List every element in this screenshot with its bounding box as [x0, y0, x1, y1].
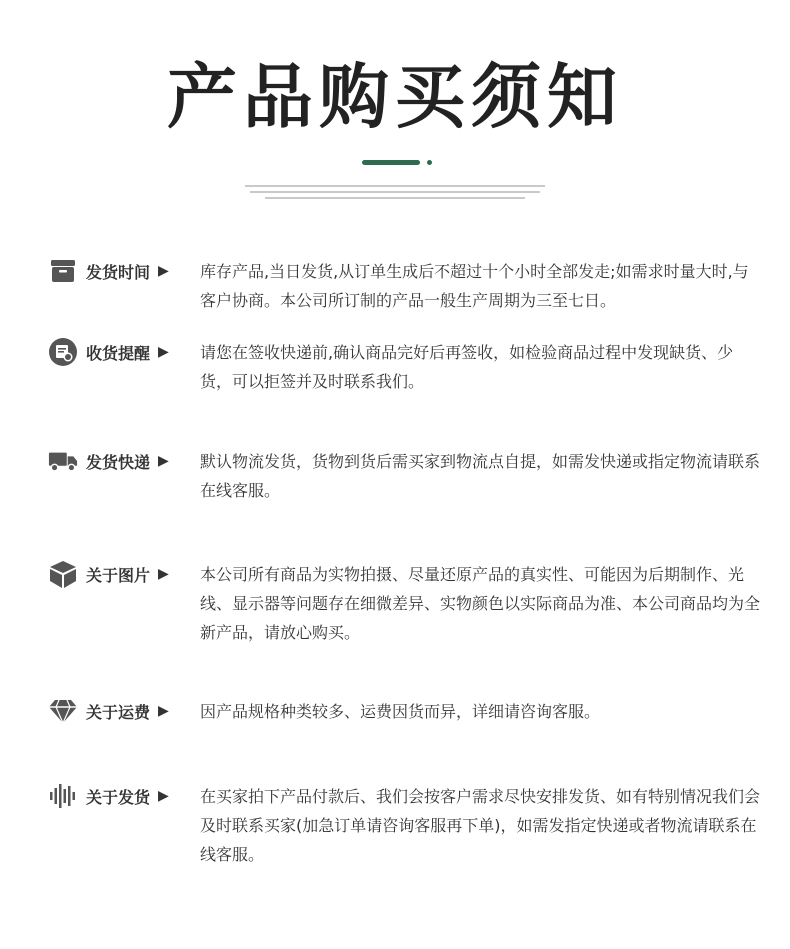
title-divider-dot: [427, 160, 432, 165]
section-label-group: [48, 257, 169, 285]
section-label-group: [48, 447, 169, 475]
section-text: 请您在签收快递前,确认商品完好后再签收，如检验商品过程中发现缺货、少货，可以拒签并及时联系我们。: [200, 343, 734, 391]
section-text: 库存产品,当日发货,从订单生成后不超过十个小时全部发走;如需求时量大时,与客户协商。本公司所订制的产品一般生产周期为三至七日。: [200, 262, 749, 310]
arrow-right-icon: ▶: [158, 453, 169, 469]
section-label-group: [48, 697, 169, 725]
section-label: 关于图片: [86, 565, 151, 585]
section-label-group: [48, 560, 169, 588]
arrow-right-icon: ▶: [158, 703, 169, 719]
section-label: 关于运费: [86, 702, 151, 722]
arrow-right-icon: ▶: [158, 344, 169, 360]
truck-icon: [48, 447, 78, 475]
arrow-right-icon: ▶: [158, 263, 169, 279]
arrow-right-icon: ▶: [158, 566, 169, 582]
section-text: 因产品规格种类较多、运费因货而异，详细请咨询客服。: [200, 702, 601, 721]
decorative-fine-print: [240, 185, 550, 209]
section-text: 默认物流发货，货物到货后需买家到物流点自提，如需发快递或指定物流请联系在线客服。: [200, 452, 761, 500]
section-label-group: [48, 338, 169, 366]
title-divider: [362, 160, 420, 165]
cube-icon: [48, 560, 78, 588]
section-text: 本公司所有商品为实物拍摄、尽量还原产品的真实性、可能因为后期制作、光线、显示器等问题存在细微差异、实物颜色以实际商品为准、本公司商品均为全新产品，请放心购买。: [200, 565, 761, 642]
diamond-icon: [48, 697, 78, 725]
page-title: 产品购买须知: [167, 56, 623, 138]
section-text: 在买家拍下产品付款后、我们会按客户需求尽快安排发货、如有特别情况我们会及时联系买家(加急订单请咨询客服再下单)，如需发指定快递或者物流请联系在线客服。: [200, 787, 761, 864]
section-label: 发货快递: [86, 452, 151, 472]
box-icon: [48, 257, 78, 285]
soundwave-icon: [48, 782, 78, 810]
section-label: 收货提醒: [86, 343, 151, 363]
arrow-right-icon: ▶: [158, 788, 169, 804]
receipt-icon: [48, 338, 78, 366]
section-label: 关于发货: [86, 787, 151, 807]
section-label-group: [48, 782, 169, 810]
section-label: 发货时间: [86, 262, 151, 282]
